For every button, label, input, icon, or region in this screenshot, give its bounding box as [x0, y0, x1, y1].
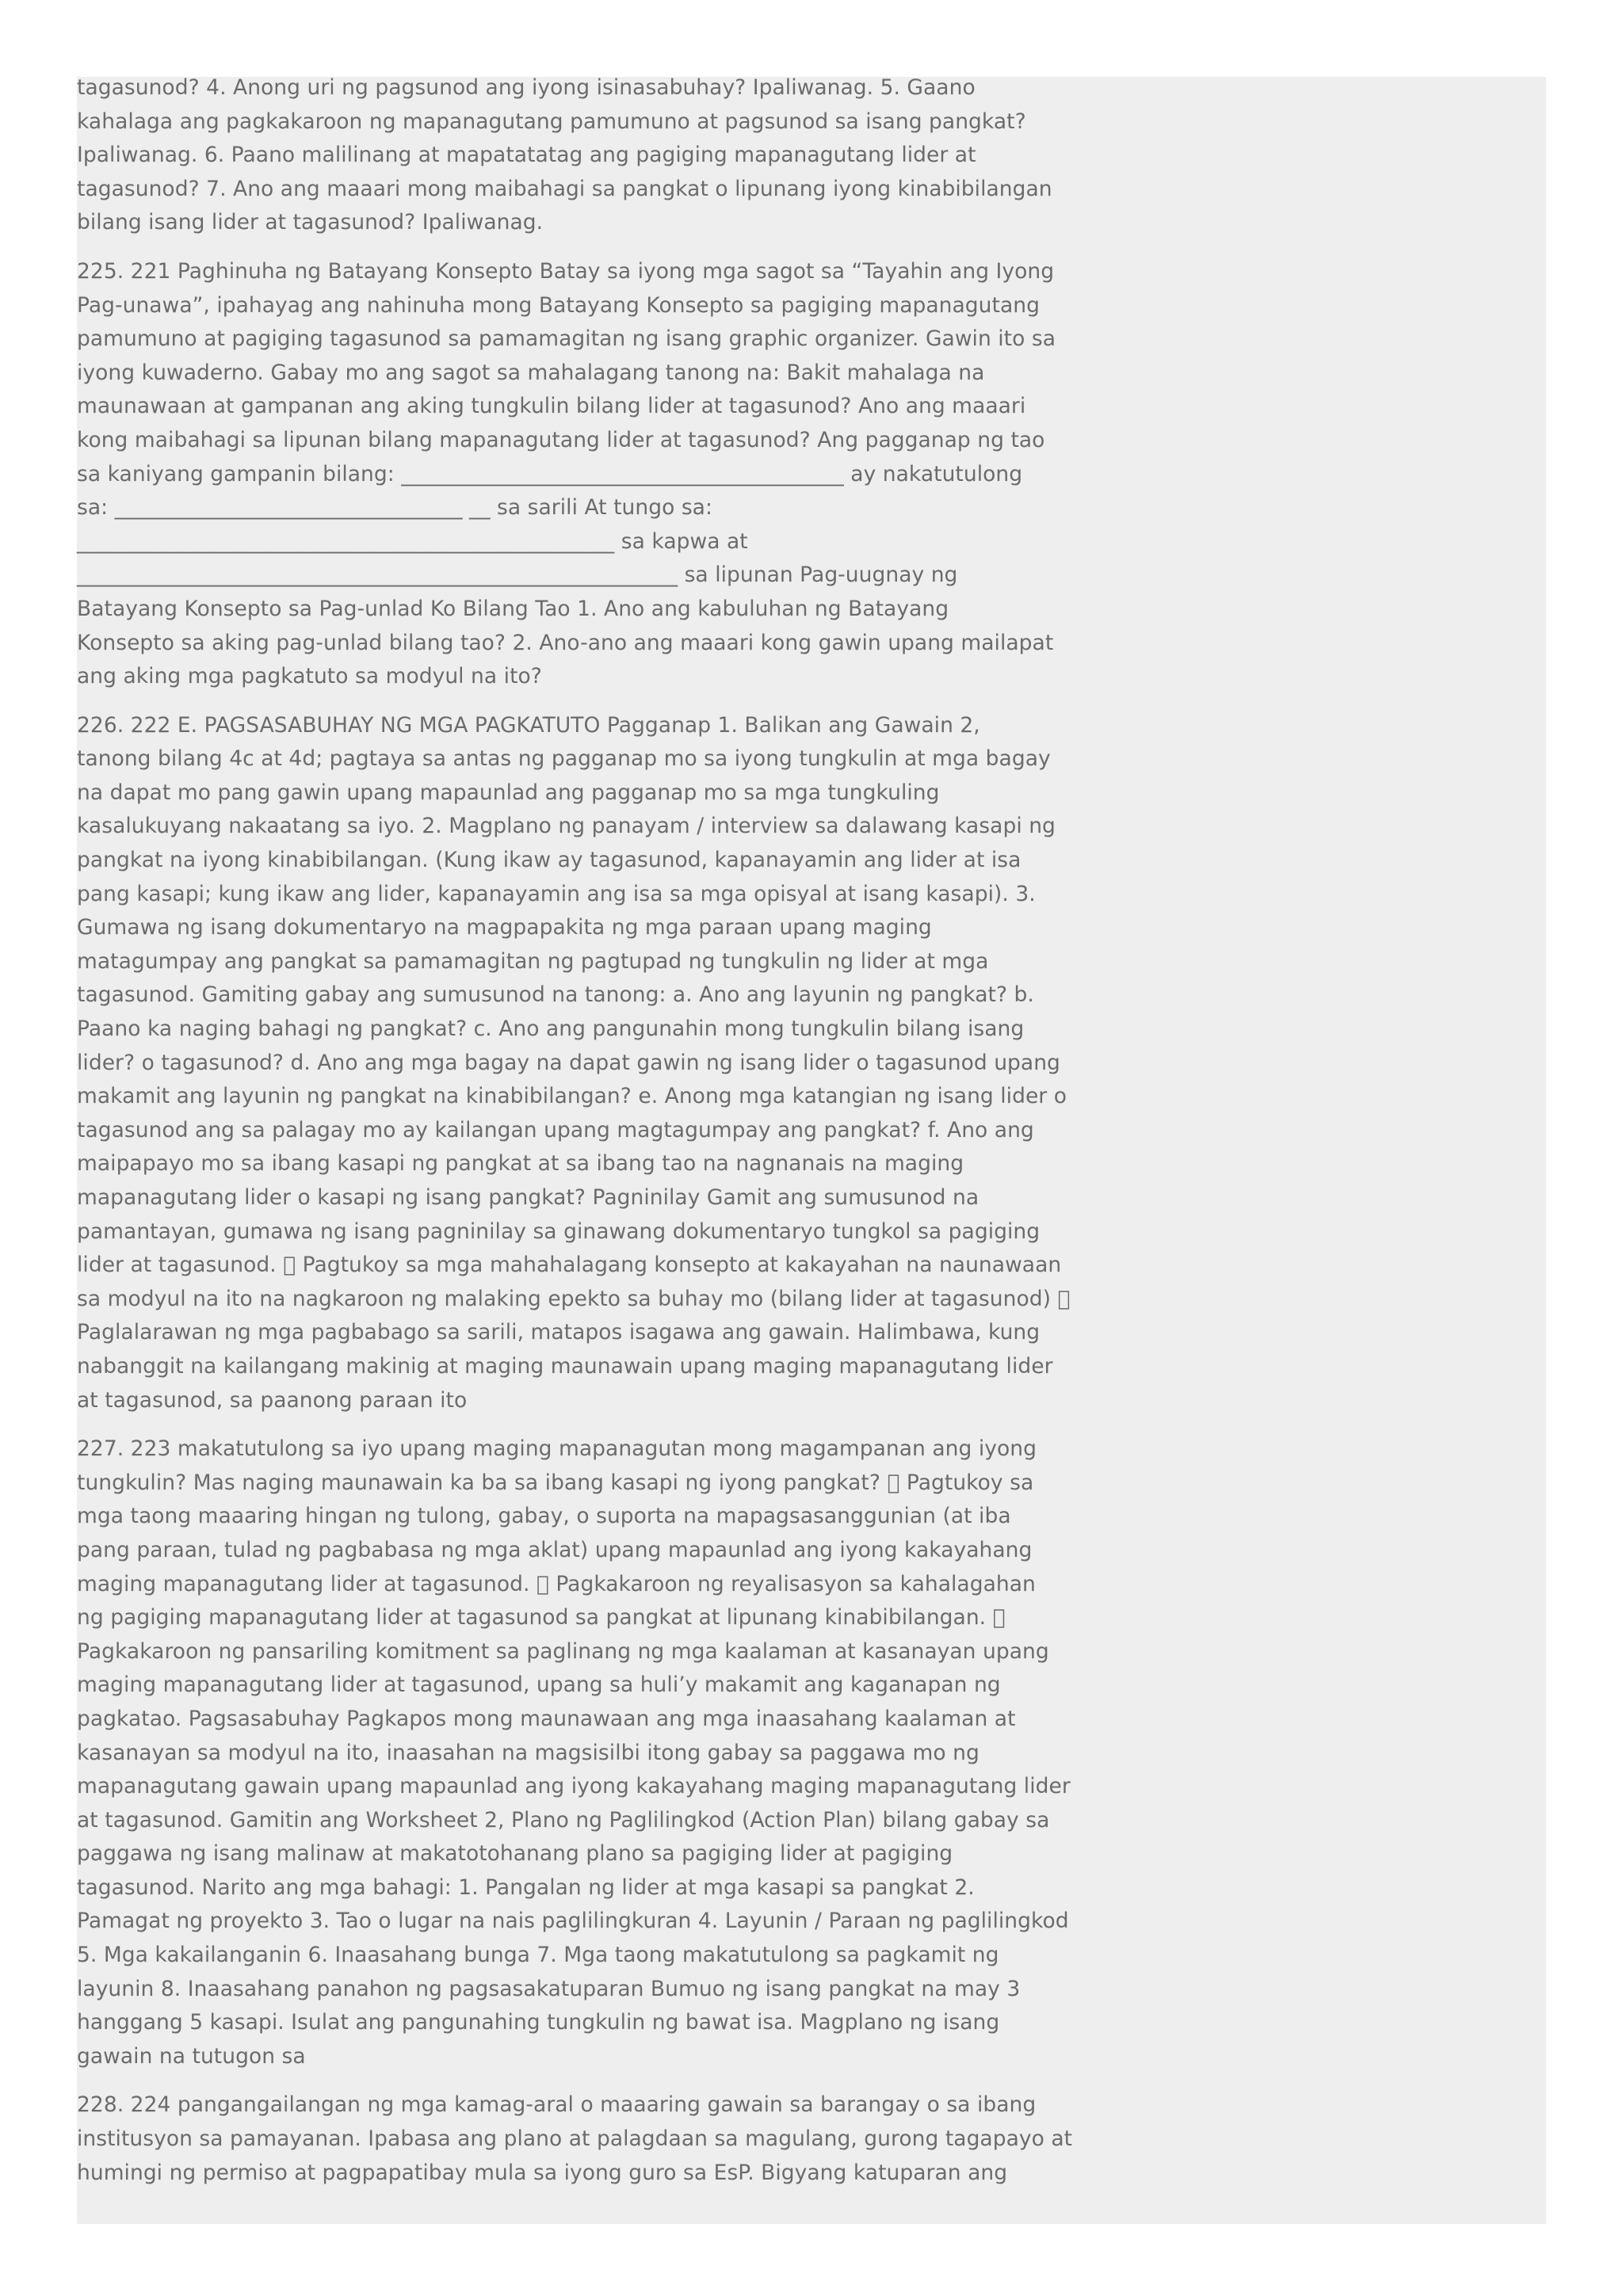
- text-line: pamumuno at pagiging tagasunod sa pamamagitan ng isang graphic organizer. Gawin ito sa: [77, 326, 1056, 352]
- text-line: lider at tagasunod. Pagtukoy sa mga mahahalagang konsepto at kakayahan na naunawaan: [77, 1253, 1056, 1278]
- text-line: pamantayan, gumawa ng isang pagninilay sa ginawang dokumentaryo tungkol sa pagiging: [77, 1219, 1041, 1244]
- text-line: tagasunod? 7. Ano ang maaari mong maibahagi sa pangkat o lipunang iyong kinabibilangan: [77, 176, 1052, 201]
- text-line: tanong bilang 4c at 4d; pagtaya sa antas ng pagganap mo sa iyong tungkulin at mga bagay: [77, 746, 1051, 772]
- text-line: maging mapanagutang lider at tagasunod, upang sa huli’y makamit ang kaganapan ng: [77, 1672, 1001, 1698]
- paragraph: [77, 71, 1064, 240]
- text-line: kahalaga ang pagkakaroon ng mapanagutang pamumuno at pagsunod sa isang pangkat?: [77, 109, 1026, 134]
- paragraph: [77, 709, 1067, 1417]
- text-line: kasalukuyang nakaatang sa iyo. 2. Magplano ng panayam / interview sa dalawang kasapi ng: [77, 814, 1056, 839]
- text-line: at tagasunod, sa paanong paraan ito: [77, 1387, 468, 1413]
- text-line: ___________________________________________________ sa kapwa at: [77, 528, 748, 554]
- text-line: mapanagutang lider o kasapi ng isang pangkat? Pagninilay Gamit ang sumusunod na: [77, 1185, 980, 1210]
- text-line: paggawa ng isang malinaw at makatotohanang plano sa pagiging lider at pagiging: [77, 1841, 953, 1867]
- text-line: 226. 222 E. PAGSASABUHAY NG MGA PAGKATUTO Pagganap 1. Balikan ang Gawain 2,: [77, 712, 980, 738]
- text-line: mga taong maaaring hingan ng tulong, gabay, o suporta na mapagsasanggunian (at iba: [77, 1504, 1011, 1529]
- text-line: layunin 8. Inaasahang panahon ng pagsasakatuparan Bumuo ng isang pangkat na may 3: [77, 1976, 1021, 2001]
- text-line: pang paraan, tulad ng pagbabasa ng mga aklat) upang mapaunlad ang iyong kakayahang: [77, 1537, 1033, 1562]
- text-line: Paglalarawan ng mga pagbabago sa sarili, matapos isagawa ang gawain. Halimbawa, kung: [77, 1320, 1041, 1345]
- paragraph: [77, 255, 1064, 694]
- text-line: sa kaniyang gampanin bilang: __________________________________________ ay nakatutulong: [77, 461, 1023, 486]
- text-line: tagasunod. Gamiting gabay ang sumusunod na tanong: a. Ano ang layunin ng pangkat? b.: [77, 982, 1034, 1008]
- text-line: mapanagutang gawain upang mapaunlad ang iyong kakayahang maging mapanagutang lider: [77, 1774, 1071, 1799]
- text-line: maging mapanagutang lider at tagasunod. Pagkakaroon ng reyalisasyon sa kahalagahan: [77, 1571, 1030, 1596]
- text-line: Konsepto sa aking pag-unlad bilang tao? 2. Ano-ano ang maaari kong gawin upang mailapat: [77, 630, 1054, 655]
- text-line: iyong kuwaderno. Gabay mo ang sagot sa mahalagang tanong na: Bakit mahalaga na: [77, 360, 985, 385]
- text-line: nabanggit na kailangang makinig at maging maunawain upang maging mapanagutang lider: [77, 1353, 1053, 1379]
- text-line: hanggang 5 kasapi. Isulat ang pangunahing tungkulin ng bawat isa. Magplano ng isang: [77, 2010, 1000, 2035]
- text-line: tagasunod ang sa palagay mo ay kailangan upang magtagumpay ang pangkat? f. Ano ang: [77, 1117, 1034, 1142]
- text-line: _________________________________________________________ sa lipunan Pag-uugnay ng: [77, 563, 958, 588]
- text-line: sa: _________________________________ __ sa sarili At tungo sa:: [77, 495, 712, 521]
- text-line: matagumpay ang pangkat sa pamamagitan ng pagtupad ng tungkulin ng lider at mga: [77, 948, 989, 974]
- paragraph: [77, 1432, 1071, 2073]
- text-line: 225. 221 Paghinuha ng Batayang Konsepto Batay sa iyong mga sagot sa “Tayahin ang Iyong: [77, 258, 1055, 284]
- text-line: makamit ang layunin ng pangkat na kinabibilangan? e. Anong mga katangian ng isang lider o: [77, 1084, 1067, 1109]
- text-line: at tagasunod. Gamitin ang Worksheet 2, Plano ng Paglilingkod (Action Plan) bilang gabay sa: [77, 1807, 1050, 1833]
- text-line: Ipaliwanag. 6. Paano malilinang at mapatatatag ang pagiging mapanagutang lider at: [77, 143, 976, 168]
- text-line: Pamagat ng proyekto 3. Tao o lugar na nais paglilingkuran 4. Layunin / Paraan ng paglilingkod: [77, 1909, 1069, 1934]
- text-line: na dapat mo pang gawin upang mapaunlad ang pagganap mo sa mga tungkuling: [77, 780, 940, 805]
- text-line: kasanayan sa modyul na ito, inaasahan na magsisilbi itong gabay sa paggawa mo ng: [77, 1740, 980, 1765]
- text-line: 5. Mga kakailanganin 6. Inaasahang bunga 7. Mga taong makatutulong sa pagkamit ng: [77, 1943, 999, 1968]
- text-line: humingi ng permiso at pagpapatibay mula sa iyong guro sa EsP. Bigyang katuparan ang: [77, 2160, 1008, 2185]
- text-line: 227. 223 makatutulong sa iyo upang maging mapanagutan mong magampanan ang iyong: [77, 1436, 1037, 1462]
- text-line: ang aking mga pagkatuto sa modyul na ito?: [77, 664, 542, 689]
- text-line: Pag-unawa”, ipahayag ang nahinuha mong Batayang Konsepto sa pagiging mapanagutang: [77, 292, 1040, 318]
- text-line: Pagkakaroon ng pansariling komitment sa paglinang ng mga kaalaman at kasanayan upang: [77, 1638, 1049, 1664]
- text-line: Batayang Konsepto sa Pag-unlad Ko Bilang Tao 1. Ano ang kabuluhan ng Batayang: [77, 596, 949, 621]
- paragraph: [77, 2088, 1073, 2190]
- text-line: Gumawa ng isang dokumentaryo na magpapakita ng mga paraan upang maging: [77, 915, 932, 940]
- text-line: maunawaan at gampanan ang aking tungkulin bilang lider at tagasunod? Ano ang maaari: [77, 394, 1026, 419]
- text-line: maipapayo mo sa ibang kasapi ng pangkat at sa ibang tao na nagnanais na maging: [77, 1151, 964, 1177]
- text-line: ng pagiging mapanagutang lider at tagasunod sa pangkat at lipunang kinabibilangan.: [77, 1605, 1000, 1630]
- text-line: pang kasapi; kung ikaw ang lider, kapanayamin ang isa sa mga opisyal at isang kasapi). 3.: [77, 881, 1036, 906]
- text-line: pagkatao. Pagsasabuhay Pagkapos mong maunawaan ang mga inaasahang kaalaman at: [77, 1706, 1016, 1731]
- text-line: sa modyul na ito na nagkaroon ng malaking epekto sa buhay mo (bilang lider at tagasunod): [77, 1286, 1064, 1311]
- text-line: tagasunod? 4. Anong uri ng pagsunod ang iyong isinasabuhay? Ipaliwanag. 5. Gaano: [77, 75, 976, 100]
- text-line: 228. 224 pangangailangan ng mga kamag-aral o maaaring gawain sa barangay o sa ibang: [77, 2092, 1037, 2118]
- text-line: bilang isang lider at tagasunod? Ipaliwanag.: [77, 210, 544, 235]
- text-line: institusyon sa pamayanan. Ipabasa ang plano at palagdaan sa magulang, gurong tagapayo at: [77, 2126, 1073, 2152]
- document-text: [77, 71, 1073, 2205]
- text-line: tungkulin? Mas naging maunawain ka ba sa ibang kasapi ng iyong pangkat? Pagtukoy sa: [77, 1470, 1028, 1495]
- text-line: pangkat na iyong kinabibilangan. (Kung ikaw ay tagasunod, kapanayamin ang lider at isa: [77, 848, 1022, 873]
- text-line: kong maibahagi sa lipunan bilang mapanagutang lider at tagasunod? Ang pagganap ng tao: [77, 427, 1045, 452]
- text-line: tagasunod. Narito ang mga bahagi: 1. Pangalan ng lider at mga kasapi sa pangkat 2.: [77, 1875, 975, 1900]
- text-line: lider? o tagasunod? d. Ano ang mga bagay na dapat gawin ng isang lider o tagasunod upang: [77, 1050, 1060, 1075]
- text-line: Paano ka naging bahagi ng pangkat? c. Ano ang pangunahin mong tungkulin bilang isang: [77, 1016, 1025, 1042]
- text-line: gawain na tutugon sa: [77, 2043, 306, 2069]
